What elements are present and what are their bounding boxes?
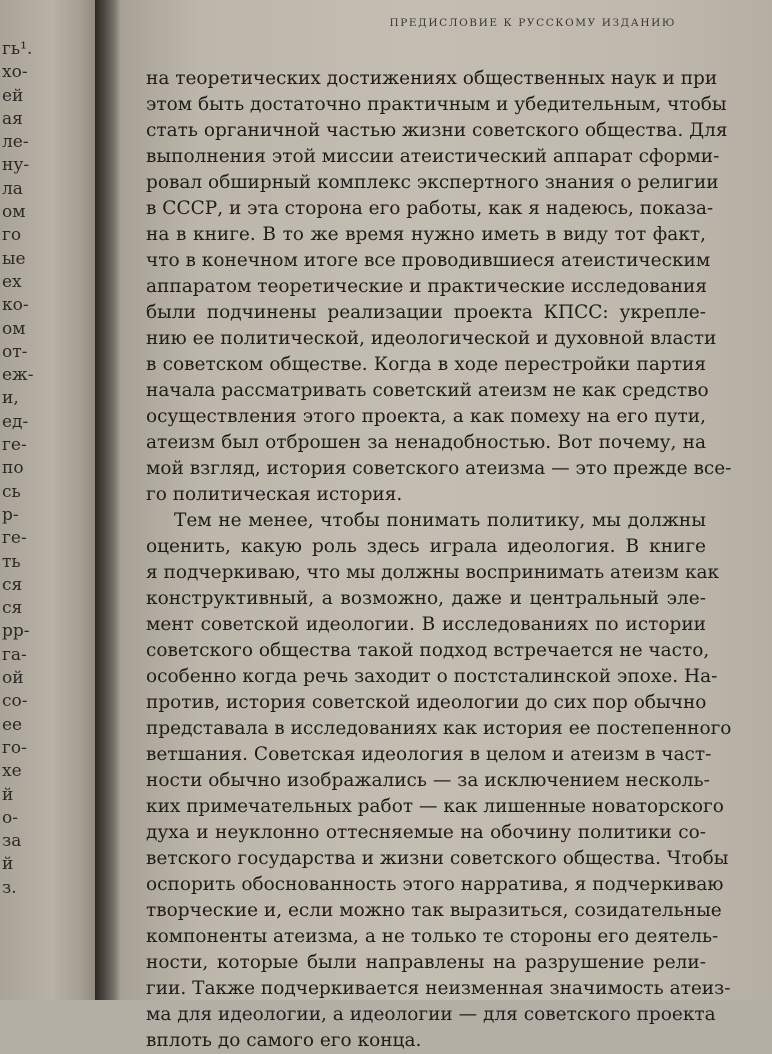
text-line: го политическая история. [146, 484, 403, 505]
text-line: ветшания. Советская идеология в целом и атеизм в част- [146, 744, 712, 765]
text-line: я подчеркиваю, что мы должны воспринимать атеизм как [146, 562, 720, 583]
text-line: выполнения этой миссии атеистический аппарат сформи- [146, 146, 720, 167]
left-page-fragment: ой [2, 668, 24, 689]
text-line: в советском обществе. Когда в ходе перестройки партия [146, 354, 706, 375]
paragraph [146, 66, 732, 508]
left-page-fragment: хо- [2, 62, 28, 83]
text-line: аппаратом теоретические и практические исследования [146, 276, 708, 297]
text-line: в СССР, и эта сторона его работы, как я надеюсь, показа- [146, 198, 714, 219]
left-page-fragment: ех [2, 271, 22, 292]
text-line: Тем не менее, чтобы понимать политику, мы должны [174, 510, 706, 531]
left-page-fragment: з. [2, 877, 17, 898]
left-page-fragment: за [2, 831, 22, 852]
text-line: нию ее политической, идеологической и духовной власти [146, 328, 717, 349]
left-page-fragment: р- [2, 504, 19, 525]
paragraph [146, 508, 732, 1054]
text-line: на в книге. В то же время нужно иметь в виду тот факт, [146, 224, 706, 245]
book-gutter [95, 0, 121, 1000]
text-line: конструктивный, а возможно, даже и центральный эле- [146, 588, 706, 609]
text-line: были подчинены реализации проекта КПСС: укрепле- [146, 302, 706, 323]
text-line: особенно когда речь заходит о постсталинской эпохе. На- [146, 666, 718, 687]
left-page-fragment: ом [2, 202, 26, 223]
left-page-fragment: по [2, 458, 24, 479]
left-page-fragment: ге- [2, 528, 27, 549]
text-line: духа и неуклонно оттесняемые на обочину политики со- [146, 822, 706, 843]
left-page-fragment: сь [2, 481, 21, 502]
running-head: ПРЕДИСЛОВИЕ К РУССКОМУ ИЗДАНИЮ [389, 17, 676, 29]
left-page-fragment: о- [2, 807, 18, 828]
left-page-fragment: ге- [2, 435, 27, 456]
left-page-fragment: ая [2, 108, 23, 129]
left-page-text-fragments [2, 38, 33, 900]
text-line: ветского государства и жизни советского общества. Чтобы [146, 848, 729, 869]
left-page-fragment: ся [2, 598, 23, 619]
left-page-fragment: ла [2, 178, 23, 199]
text-line: оценить, какую роль здесь играла идеология. В книге [146, 536, 706, 557]
text-line: ма для идеологии, а идеологии — для советского проекта [146, 1004, 716, 1025]
text-line: оспорить обоснованность этого нарратива, я подчеркиваю [146, 874, 724, 895]
left-page-fragment: й [2, 854, 14, 875]
left-page-fragment: й [2, 784, 14, 805]
text-line: осуществления этого проекта, а как помеху на его пути, [146, 406, 706, 427]
left-page-fragment: ть [2, 551, 21, 572]
text-line: мент советской идеологии. В исследованиях по истории [146, 614, 706, 635]
left-page-fragment: ей [2, 85, 24, 106]
text-line: компоненты атеизма, а не только те стороны его деятель- [146, 926, 719, 947]
text-line: представала в исследованиях как история ее постепенного [146, 718, 732, 739]
body-text [146, 66, 732, 1054]
left-page-fragment: рр- [2, 621, 30, 642]
left-page-fragment: еж- [2, 365, 34, 386]
left-page-fragment: ые [2, 248, 26, 269]
left-page-fragment: ко- [2, 295, 29, 316]
text-line: ровал обширный комплекс экспертного знания о религии [146, 172, 719, 193]
text-line: начала рассматривать советский атеизм не как средство [146, 380, 709, 401]
text-line: ности, которые были направлены на разрушение рели- [146, 952, 706, 973]
text-line: этом быть достаточно практичным и убедительным, чтобы [146, 94, 727, 115]
text-line: мой взгляд, история советского атеизма — это прежде все- [146, 458, 732, 479]
text-line: что в конечном итоге все проводившиеся атеистическим [146, 250, 711, 271]
left-page-fragment: и, [2, 388, 19, 409]
text-line: ких примечательных работ — как лишенные новаторского [146, 796, 724, 817]
left-page-fragment: го [2, 225, 22, 246]
left-page-fragment: ее [2, 714, 23, 735]
text-line: ности обычно изображались — за исключением несколь- [146, 770, 710, 791]
text-line: стать органичной частью жизни советского общества. Для [146, 120, 728, 141]
text-line: против, история советской идеологии до сих пор обычно [146, 692, 707, 713]
left-page-fragment: ед- [2, 411, 29, 432]
left-page-fragment: ся [2, 574, 23, 595]
text-line: советского общества такой подход встречается не часто, [146, 640, 710, 661]
left-page-fragment: ом [2, 318, 26, 339]
text-line: гии. Также подчеркивается неизменная значимость атеиз- [146, 978, 731, 999]
left-page-fragment: ле- [2, 132, 29, 153]
left-page-fragment: ну- [2, 155, 30, 176]
text-line: атеизм был отброшен за ненадобностью. Вот почему, на [146, 432, 706, 453]
left-page-fragment: от- [2, 341, 28, 362]
left-page-fragment: гь¹. [2, 39, 33, 59]
left-page-fragment: со- [2, 691, 28, 712]
text-line: вплоть до самого его конца. [146, 1030, 422, 1051]
text-line: творческие и, если можно так выразиться, созидательные [146, 900, 722, 921]
left-page-fragment: хе [2, 761, 22, 782]
left-page-fragment: го- [2, 737, 27, 758]
text-line: на теоретических достижениях общественных наук и при [146, 68, 718, 89]
left-page-fragment: га- [2, 644, 27, 665]
left-page [0, 0, 95, 1000]
